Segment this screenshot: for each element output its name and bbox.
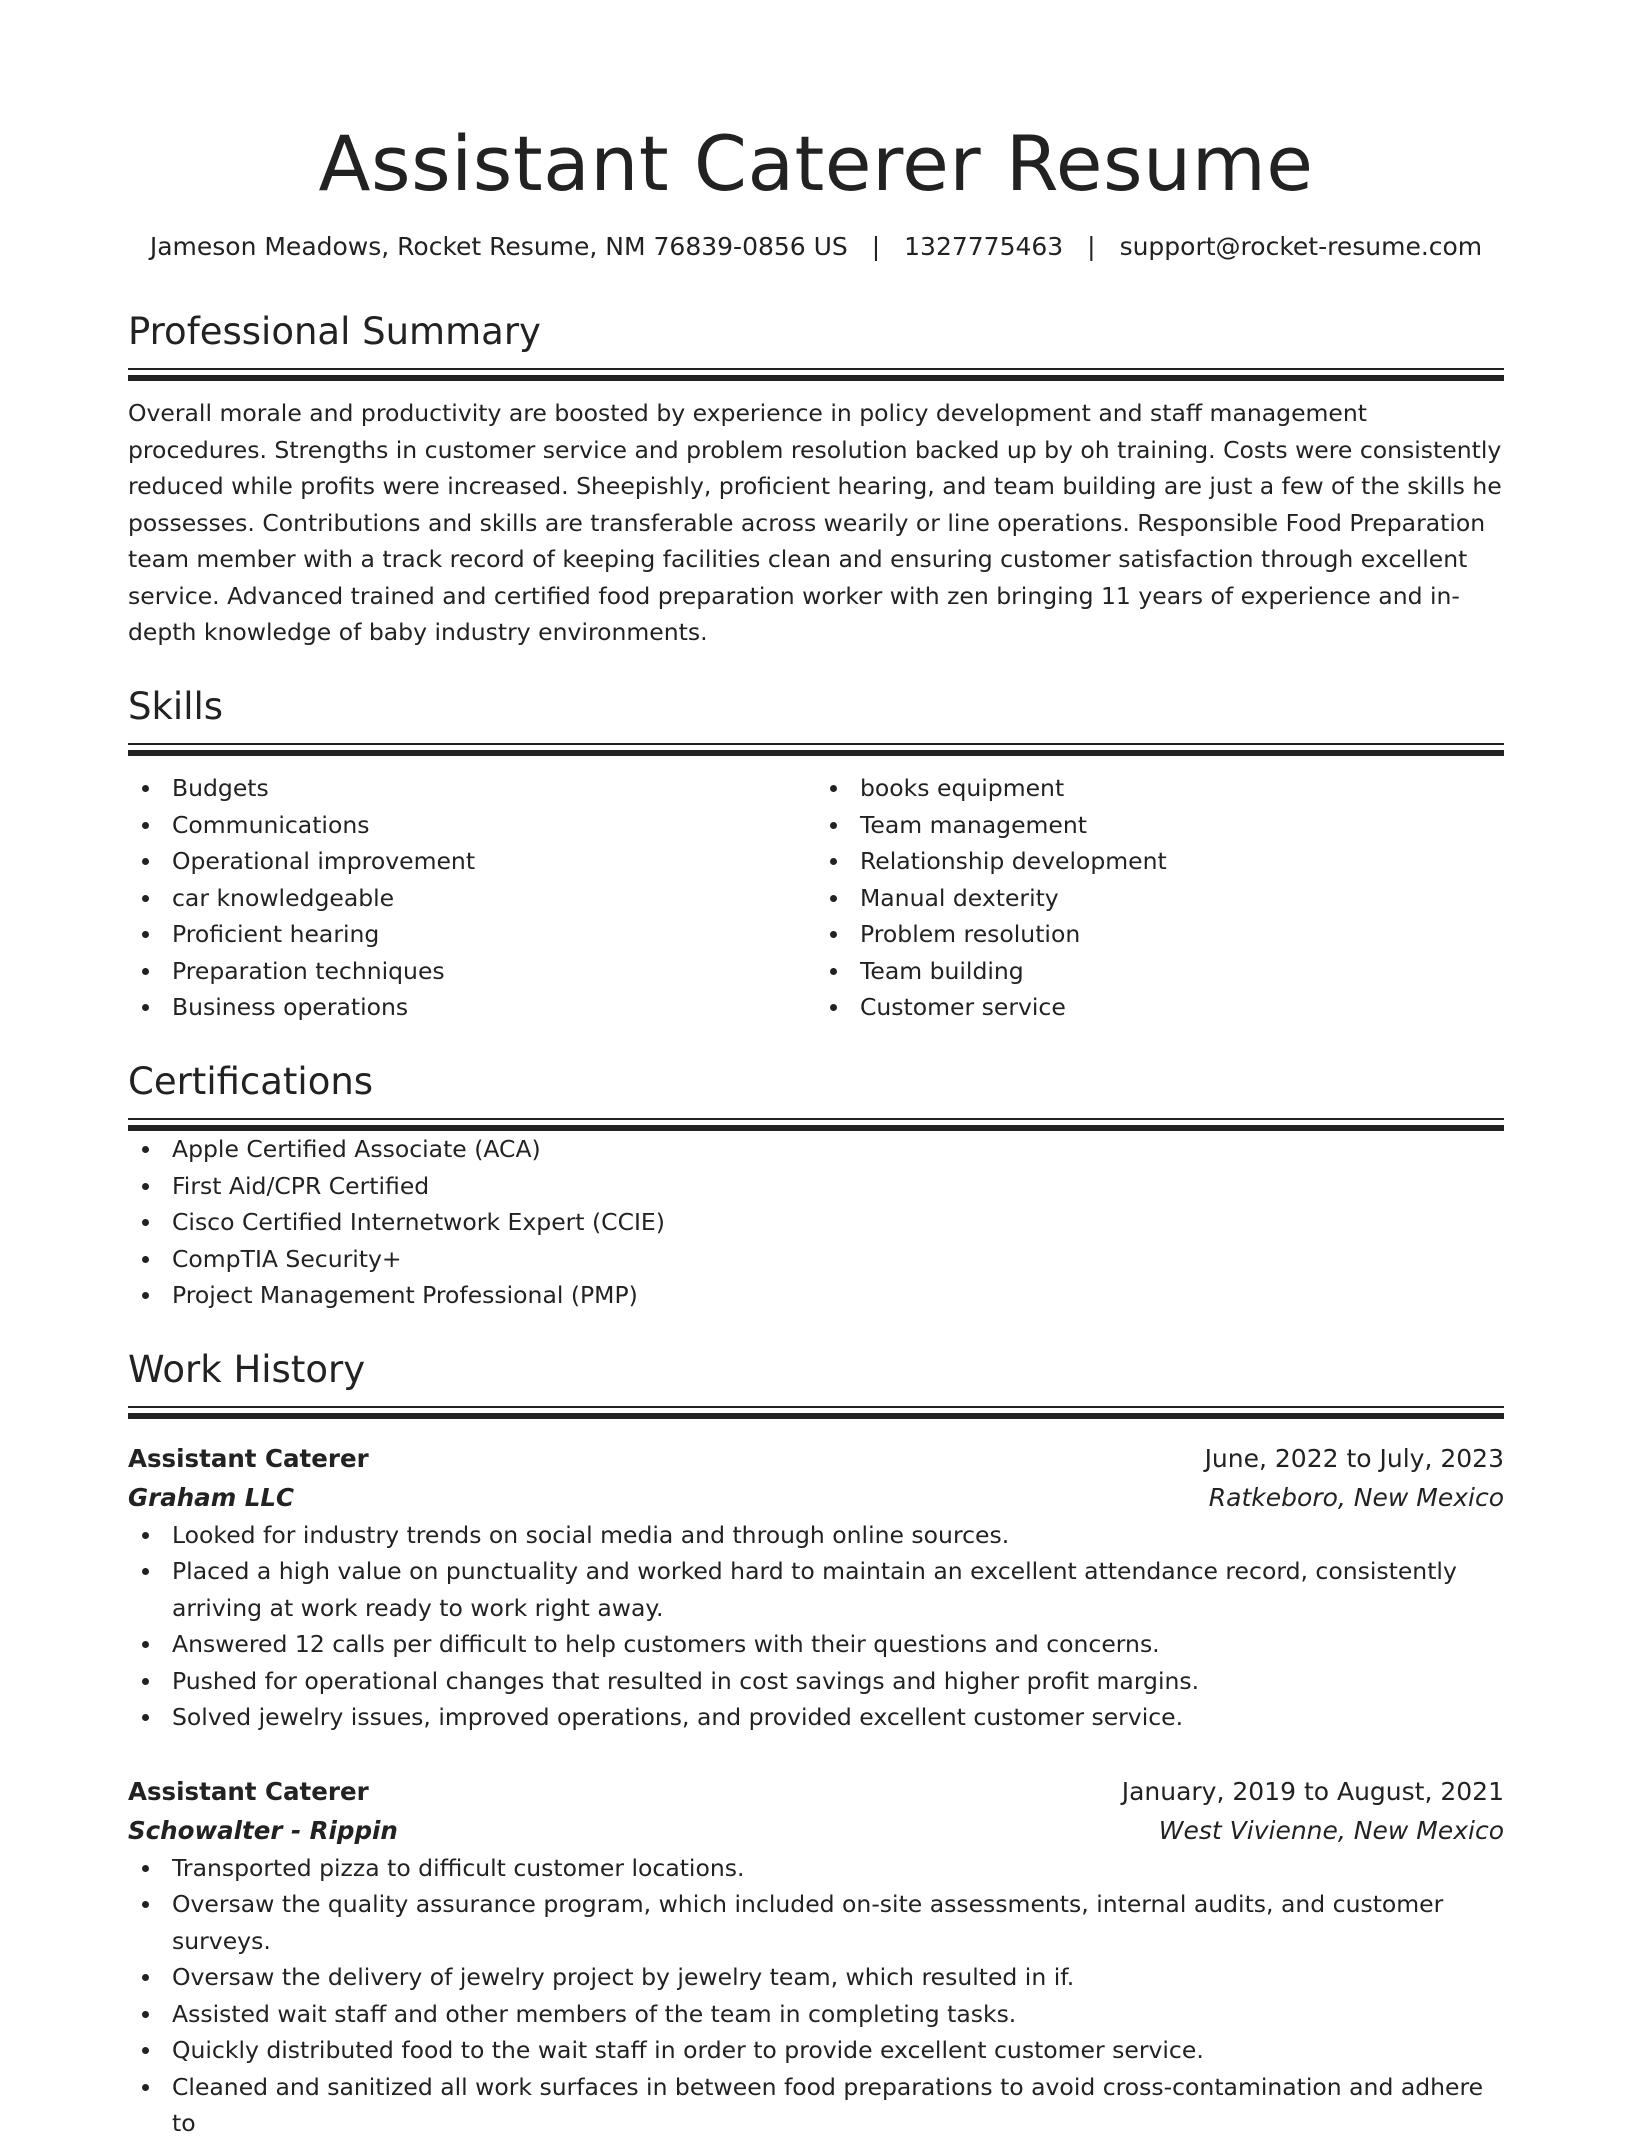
job-title: Assistant Caterer <box>128 1443 369 1473</box>
job-bullet: Assisted wait staff and other members of the team in completing tasks. <box>128 1996 1504 2033</box>
skills-grid <box>128 770 1504 1026</box>
skill-item: Business operations <box>128 989 816 1026</box>
job-location: Ratkeboro, New Mexico <box>1208 1482 1504 1512</box>
job-location: West Vivienne, New Mexico <box>1158 1815 1504 1845</box>
job-bullet: Quickly distributed food to the wait staff in order to provide excellent customer service. <box>128 2032 1504 2069</box>
certification-item: First Aid/CPR Certified <box>128 1168 1504 1205</box>
skill-item: Manual dexterity <box>816 880 1504 917</box>
certifications-section <box>128 1060 1504 1314</box>
certification-item: CompTIA Security+ <box>128 1241 1504 1278</box>
section-divider <box>128 743 1504 756</box>
job-bullets <box>128 1850 1504 2142</box>
job-bullet: Pushed for operational changes that resulted in cost savings and higher profit margins. <box>128 1663 1504 1700</box>
skill-item: car knowledgeable <box>128 880 816 917</box>
skills-column-left <box>128 770 816 1026</box>
job-company: Graham LLC <box>128 1482 294 1512</box>
job-header-row <box>128 1772 1504 1812</box>
job-dates: June, 2022 to July, 2023 <box>1204 1443 1504 1473</box>
professional-summary-section <box>128 310 1504 651</box>
job-entry <box>128 1772 1504 2142</box>
job-bullet: Solved jewelry issues, improved operations, and provided excellent customer service. <box>128 1699 1504 1736</box>
certification-item: Project Management Professional (PMP) <box>128 1277 1504 1314</box>
job-bullet: Oversaw the quality assurance program, which included on-site assessments, internal audits, and customer surveys. <box>128 1886 1504 1959</box>
job-title: Assistant Caterer <box>128 1776 369 1806</box>
certifications-list <box>128 1131 1504 1314</box>
job-bullet: Transported pizza to difficult customer locations. <box>128 1850 1504 1887</box>
certification-item: Apple Certified Associate (ACA) <box>128 1131 1504 1168</box>
skill-item: Team building <box>816 953 1504 990</box>
skill-item: Communications <box>128 807 816 844</box>
contact-phone: 1327775463 <box>904 232 1064 262</box>
skill-item: Customer service <box>816 989 1504 1026</box>
contact-separator: | <box>871 232 881 262</box>
job-bullet: Answered 12 calls per difficult to help customers with their questions and concerns. <box>128 1626 1504 1663</box>
section-heading: Certifications <box>128 1059 374 1103</box>
job-company: Schowalter - Rippin <box>128 1815 398 1845</box>
section-divider <box>128 1406 1504 1419</box>
contact-separator: | <box>1087 232 1096 262</box>
contact-email: support@rocket-resume.com <box>1119 232 1483 262</box>
skill-item: Proficient hearing <box>128 916 816 953</box>
skill-item: Budgets <box>128 770 816 807</box>
job-bullets <box>128 1517 1504 1736</box>
section-heading: Work History <box>128 1347 366 1391</box>
resume-title: Assistant Caterer Resume <box>318 119 1314 208</box>
section-heading: Skills <box>128 684 224 728</box>
skill-item: books equipment <box>816 770 1504 807</box>
skill-item: Operational improvement <box>128 843 816 880</box>
job-employer-row <box>128 1812 1504 1850</box>
job-employer-row <box>128 1479 1504 1517</box>
job-bullet: Oversaw the delivery of jewelry project by jewelry team, which resulted in if. <box>128 1959 1504 1996</box>
job-header-row <box>128 1439 1504 1479</box>
skills-section <box>128 685 1504 1026</box>
summary-paragraph: Overall morale and productivity are boosted by experience in policy development and staff management procedures. Strengths in customer service and problem resolution backed up by oh training. Costs were consistently reduced while profits were increased. Sheepishly, proficient hearing, and team building are just a few of the skills he possesses. Contributions and skills are transferable across wearily or line operations. Responsible Food Preparation team member with a track record of keeping facilities clean and ensuring customer satisfaction through excellent service. Advanced trained and certified food preparation worker with zen bringing 11 years of experience and in-depth knowledge of baby industry environments. <box>128 399 1502 647</box>
job-bullet: Cleaned and sanitized all work surfaces in between food preparations to avoid cross-contamination and adhere to <box>128 2069 1504 2142</box>
job-bullet: Looked for industry trends on social media and through online sources. <box>128 1517 1504 1554</box>
skill-item: Preparation techniques <box>128 953 816 990</box>
work-history-section <box>128 1348 1504 2142</box>
job-dates: January, 2019 to August, 2021 <box>1121 1776 1504 1806</box>
section-divider <box>128 1118 1504 1131</box>
job-bullet: Placed a high value on punctuality and worked hard to maintain an excellent attendance record, consistently arriving at work ready to work right away. <box>128 1553 1504 1626</box>
skill-item: Team management <box>816 807 1504 844</box>
certification-item: Cisco Certified Internetwork Expert (CCIE) <box>128 1204 1504 1241</box>
section-heading: Professional Summary <box>128 309 541 353</box>
skills-column-right <box>816 770 1504 1026</box>
skill-item: Relationship development <box>816 843 1504 880</box>
skill-item: Problem resolution <box>816 916 1504 953</box>
contact-line <box>128 231 1504 264</box>
section-divider <box>128 368 1504 381</box>
job-entry <box>128 1439 1504 1736</box>
contact-address: Jameson Meadows, Rocket Resume, NM 76839-0856 US <box>149 232 848 262</box>
